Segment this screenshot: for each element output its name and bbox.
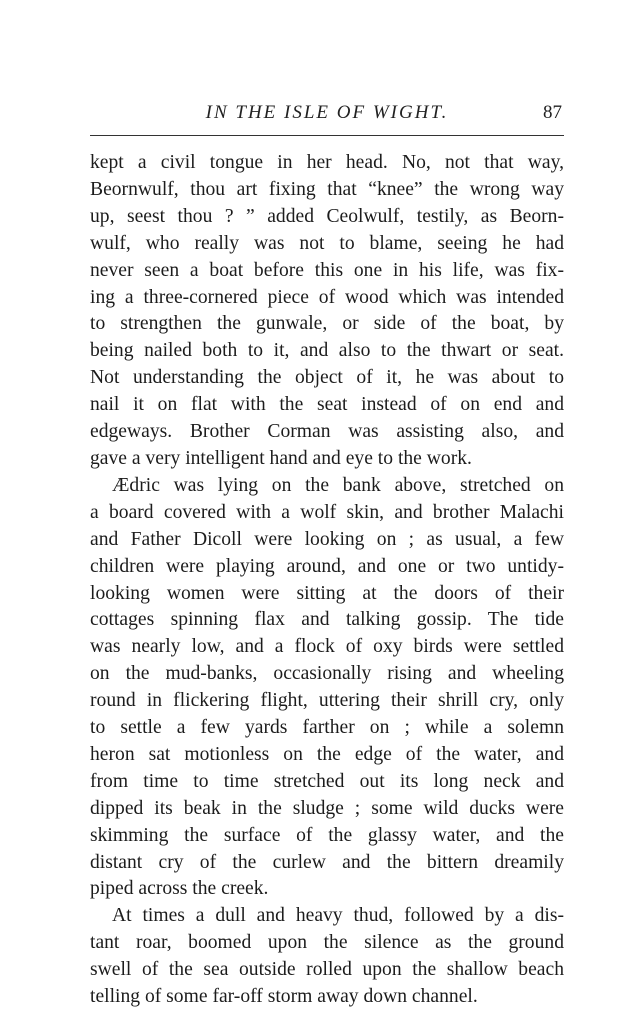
body-text: [90, 150, 564, 1011]
text-line: telling of some far-off storm away down channel.: [90, 986, 478, 1008]
paragraph-2: [90, 473, 564, 904]
text-line: piped across the creek.: [90, 878, 269, 900]
text-line: At times a dull and heavy thud, followed by a dis-: [112, 905, 564, 927]
text-line: never seen a boat before this one in his life, was fix-: [90, 259, 564, 281]
text-line: being nailed both to it, and also to the thwart or seat.: [90, 340, 564, 362]
text-line: cottages spinning flax and talking gossip. The tide: [90, 609, 564, 631]
text-line: tant roar, boomed upon the silence as the ground: [90, 932, 564, 954]
text-line: and Father Dicoll were looking on ; as usual, a few: [90, 528, 564, 550]
text-line: round in flickering flight, uttering their shrill cry, only: [90, 690, 564, 712]
text-line: Beornwulf, thou art fixing that “knee” the wrong way: [90, 178, 564, 200]
text-line: nail it on flat with the seat instead of on end and: [90, 394, 564, 416]
paragraph-1: [90, 150, 564, 473]
text-line: children were playing around, and one or two untidy-: [90, 555, 564, 577]
text-line: gave a very intelligent hand and eye to the work.: [90, 447, 472, 469]
text-line: looking women were sitting at the doors of their: [90, 582, 564, 604]
text-line: heron sat motionless on the edge of the water, and: [90, 743, 564, 765]
text-line: Not understanding the object of it, he was about to: [90, 367, 564, 389]
text-line: dipped its beak in the sludge ; some wild ducks were: [90, 797, 564, 819]
text-line: to strengthen the gunwale, or side of the boat, by: [90, 313, 564, 335]
text-line: was nearly low, and a flock of oxy birds were settled: [90, 636, 564, 658]
page-number: 87: [543, 102, 562, 123]
text-line: wulf, who really was not to blame, seeing he had: [90, 232, 564, 254]
text-line: up, seest thou ? ” added Ceolwulf, testily, as Beorn-: [90, 205, 564, 227]
text-line: edgeways. Brother Corman was assisting also, and: [90, 421, 564, 443]
text-line: to settle a few yards farther on ; while a solemn: [90, 717, 564, 739]
text-line: from time to time stretched out its long neck and: [90, 770, 564, 792]
running-header: [90, 100, 564, 138]
book-page: [90, 100, 564, 1011]
running-title: IN THE ISLE OF WIGHT.: [205, 102, 449, 123]
text-line: distant cry of the curlew and the bittern dreamily: [90, 851, 564, 873]
text-line: ing a three-cornered piece of wood which was intended: [90, 286, 564, 308]
header-rule: [90, 135, 564, 136]
text-line: Ædric was lying on the bank above, stretched on: [112, 474, 564, 496]
text-line: swell of the sea outside rolled upon the shallow beach: [90, 959, 564, 981]
text-line: on the mud-banks, occasionally rising and wheeling: [90, 663, 564, 685]
text-line: skimming the surface of the glassy water, and the: [90, 824, 564, 846]
text-line: a board covered with a wolf skin, and brother Malachi: [90, 501, 564, 523]
paragraph-3: [90, 903, 564, 1011]
text-line: kept a civil tongue in her head. No, not that way,: [90, 152, 564, 173]
